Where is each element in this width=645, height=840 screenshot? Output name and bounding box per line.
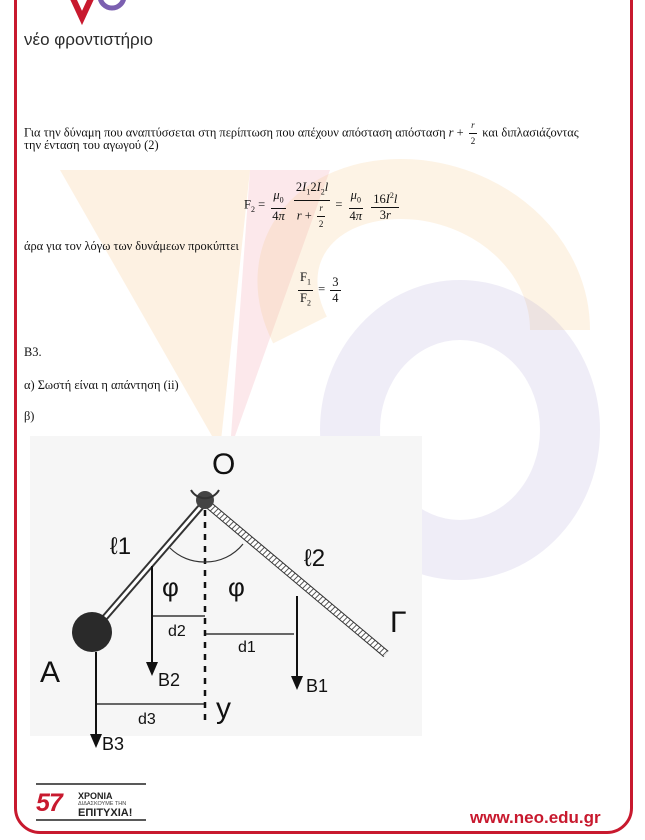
label-O: O bbox=[212, 448, 236, 481]
label-y: y bbox=[216, 692, 231, 725]
badge-line3: ΕΠΙΤΥΧΙΑ! bbox=[78, 807, 133, 819]
label-B3: B3 bbox=[102, 734, 125, 754]
answer-b: β) bbox=[24, 409, 35, 423]
label-B2: B2 bbox=[158, 670, 181, 690]
paragraph-ratio-intro: άρα για τον λόγω των δυνάμεων προκύπτει bbox=[24, 239, 239, 253]
label-d1: d1 bbox=[238, 639, 256, 656]
badge-line1: ΧΡΟΝΙΑ bbox=[78, 791, 113, 801]
equation-F2: $F_2$ = $\frac{\mu_0}{4\pi}$ $2I_12I_2l$ r + $\frac{r}{2}$ = $\frac{\mu_0}{4\pi}$ $\frac{16I^2l}{3r}$ bbox=[244, 180, 398, 229]
ball-A bbox=[72, 612, 112, 652]
paragraph-line2: την ένταση του αγωγού (2) bbox=[24, 138, 159, 152]
equation-ratio: $\frac{F_1}{F_2}$ = $\frac{3}{4}$ bbox=[300, 270, 339, 307]
label-B1: B1 bbox=[306, 676, 329, 696]
ratio-denominator: 4 bbox=[332, 290, 339, 305]
brand-logo-icon bbox=[64, 0, 134, 22]
badge-number: 57 bbox=[36, 789, 62, 817]
paragraph-text: Για την δύναμη που αναπτύσσεται στη περίπτωση που απέχουν απόσταση απόσταση bbox=[24, 125, 446, 140]
label-phi-left: φ bbox=[162, 572, 179, 602]
answer-a: α) Σωστή είναι η απάντηση (ii) bbox=[24, 378, 179, 392]
pivot-O bbox=[196, 491, 214, 509]
label-A: A bbox=[40, 656, 61, 689]
ratio-numerator: 3 bbox=[332, 274, 339, 289]
label-d3: d3 bbox=[138, 711, 156, 728]
section-heading-b3: Β3. bbox=[24, 345, 42, 359]
label-d2: d2 bbox=[168, 623, 186, 640]
brand-text: νέο φροντιστήριο bbox=[24, 30, 153, 49]
label-l1: ℓ1 bbox=[110, 533, 132, 560]
pendulum-diagram bbox=[30, 436, 422, 754]
label-phi-right: φ bbox=[228, 572, 245, 602]
label-Gamma: Γ bbox=[390, 606, 407, 639]
badge-line2: ΔΙΔΑΣΚΟΥΜΕ ΤΗΝ bbox=[78, 801, 127, 807]
paragraph-force-case: Για την δύναμη που αναπτύσσεται στη περίπτωση που απέχουν απόσταση απόσταση r + $\frac{r}{2}$ και διπλασιάζοντας bbox=[24, 120, 579, 146]
label-l2: ℓ2 bbox=[304, 545, 326, 572]
website-link[interactable]: www.neo.edu.gr bbox=[470, 808, 601, 827]
paragraph-text-cont: και διπλασιάζοντας bbox=[482, 125, 579, 140]
